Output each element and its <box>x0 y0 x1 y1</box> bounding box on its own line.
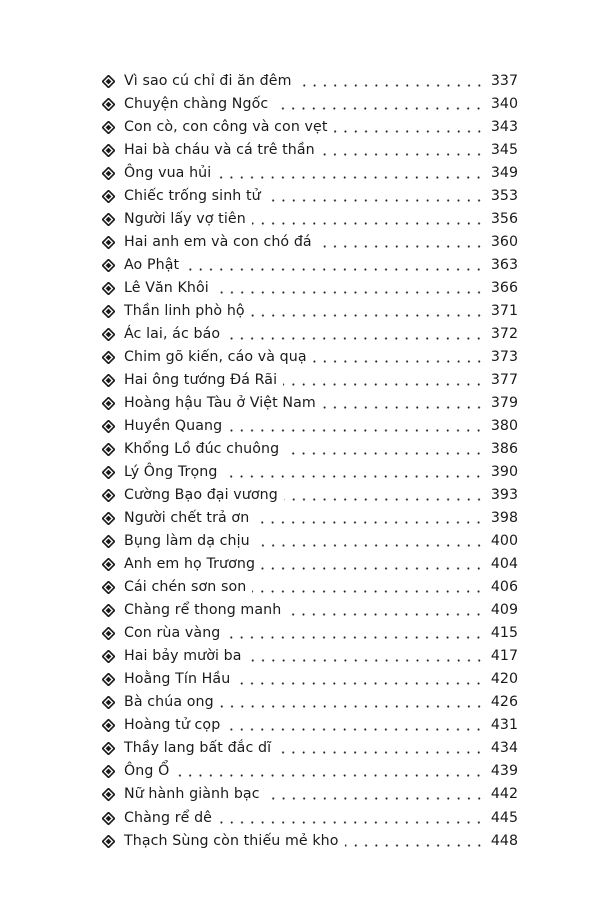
dot-leader <box>321 153 484 156</box>
toc-entry-page: 417 <box>490 648 518 665</box>
toc-entry-page: 372 <box>490 326 518 343</box>
toc-entry[interactable] <box>102 783 518 806</box>
diamond-bullet-icon <box>102 305 115 318</box>
toc-entry-title: Huyền Quang <box>124 418 223 435</box>
dot-leader <box>218 821 484 824</box>
diamond-bullet-icon <box>102 696 115 709</box>
toc-entry-page: 379 <box>490 395 518 412</box>
dot-leader <box>217 176 484 179</box>
dot-leader <box>185 268 484 271</box>
toc-entry-title: Chuyện chàng Ngốc <box>124 96 269 113</box>
diamond-bullet-icon <box>102 213 115 226</box>
toc-entry-title: Chàng rể thong manh <box>124 602 282 619</box>
toc-entry-title: Con rùa vàng <box>124 625 221 642</box>
toc-entry[interactable] <box>102 438 518 461</box>
toc-entry[interactable] <box>102 830 518 853</box>
dot-leader <box>256 544 484 547</box>
toc-entry[interactable] <box>102 484 518 507</box>
dot-leader <box>285 452 484 455</box>
toc-entry-title: Ông vua hủi <box>124 165 212 182</box>
toc-entry-title: Hai anh em và con chó đá <box>124 234 312 251</box>
toc-entry-page: 360 <box>490 234 518 251</box>
dot-leader <box>226 636 484 639</box>
diamond-bullet-icon <box>102 558 115 571</box>
toc-entry-page: 398 <box>490 510 518 527</box>
toc-entry-title: Hai bà cháu và cá trê thần <box>124 142 315 159</box>
toc-entry[interactable] <box>102 668 518 691</box>
diamond-bullet-icon <box>102 788 115 801</box>
dot-leader <box>322 406 484 409</box>
diamond-bullet-icon <box>102 144 115 157</box>
toc-entry-page: 343 <box>490 119 518 136</box>
diamond-bullet-icon <box>102 765 115 778</box>
dot-leader <box>175 774 484 777</box>
toc-entry-title: Cường Bạo đại vương <box>124 487 278 504</box>
toc-entry[interactable] <box>102 323 518 346</box>
toc-entry[interactable] <box>102 760 518 783</box>
toc-entry-title: Ao Phật <box>124 257 180 274</box>
dot-leader <box>274 107 484 110</box>
toc-entry-page: 386 <box>490 441 518 458</box>
diamond-bullet-icon <box>102 75 115 88</box>
toc-entry-page: 366 <box>490 280 518 297</box>
toc-entry-title: Anh em họ Trương <box>124 556 256 573</box>
toc-entry-page: 393 <box>490 487 518 504</box>
toc-entry[interactable] <box>102 553 518 576</box>
toc-entry-title: Ác lai, ác báo <box>124 326 221 343</box>
diamond-bullet-icon <box>102 190 115 203</box>
toc-entry[interactable] <box>102 346 518 369</box>
toc-entry[interactable] <box>102 139 518 162</box>
dot-leader <box>226 337 484 340</box>
diamond-bullet-icon <box>102 167 115 180</box>
toc-entry[interactable] <box>102 576 518 599</box>
toc-entry-page: 349 <box>490 165 518 182</box>
toc-entry[interactable] <box>102 622 518 645</box>
diamond-bullet-icon <box>102 719 115 732</box>
toc-entry-title: Chim gõ kiến, cáo và quạ <box>124 349 307 366</box>
diamond-bullet-icon <box>102 236 115 249</box>
toc-entry[interactable] <box>102 807 518 830</box>
toc-entry-page: 415 <box>490 625 518 642</box>
toc-entry-title: Hai ông tướng Đá Rãi <box>124 372 278 389</box>
toc-entry-title: Lý Ông Trọng <box>124 464 218 481</box>
dot-leader <box>226 728 484 731</box>
diamond-bullet-icon <box>102 98 115 111</box>
toc-entry-title: Nữ hành giành bạc <box>124 786 260 803</box>
toc-entry[interactable] <box>102 70 518 93</box>
toc-entry-page: 371 <box>490 303 518 320</box>
toc-entry-title: Thần linh phò hộ <box>124 303 245 320</box>
toc-entry[interactable] <box>102 116 518 139</box>
toc-entry-page: 400 <box>490 533 518 550</box>
dot-leader <box>298 84 485 87</box>
toc-entry-page: 439 <box>490 763 518 780</box>
toc-entry-title: Hoằng Tín Hầu <box>124 671 231 688</box>
toc-entry[interactable] <box>102 277 518 300</box>
diamond-bullet-icon <box>102 812 115 825</box>
toc-entry-page: 380 <box>490 418 518 435</box>
diamond-bullet-icon <box>102 489 115 502</box>
toc-entry-title: Lê Văn Khôi <box>124 280 209 297</box>
toc-entry-page: 337 <box>490 73 518 89</box>
dot-leader <box>284 498 484 501</box>
toc-entry[interactable] <box>102 645 518 668</box>
toc-entry[interactable] <box>102 507 518 530</box>
toc-entry-title: Bà chúa ong <box>124 694 214 711</box>
toc-entry[interactable] <box>102 737 518 760</box>
dot-leader <box>277 751 484 754</box>
dot-leader <box>267 199 484 202</box>
toc-entry-title: Người chết trả ơn <box>124 510 250 527</box>
diamond-bullet-icon <box>102 351 115 364</box>
toc-entry-page: 345 <box>490 142 518 159</box>
diamond-bullet-icon <box>102 443 115 456</box>
toc-entry[interactable] <box>102 392 518 415</box>
diamond-bullet-icon <box>102 420 115 433</box>
diamond-bullet-icon <box>102 535 115 548</box>
dot-leader <box>313 360 484 363</box>
dot-leader <box>236 682 484 685</box>
toc-entry[interactable] <box>102 254 518 277</box>
dot-leader <box>223 475 484 478</box>
table-of-contents <box>102 70 518 853</box>
toc-entry-title: Khổng Lồ đúc chuông <box>124 441 280 458</box>
toc-entry[interactable] <box>102 415 518 438</box>
toc-entry-page: 426 <box>490 694 518 711</box>
dot-leader <box>251 314 484 317</box>
toc-entry-page: 448 <box>490 832 518 849</box>
toc-entry-title: Chàng rể dê <box>124 809 213 826</box>
dot-leader <box>287 613 484 616</box>
toc-entry-page: 363 <box>490 257 518 274</box>
diamond-bullet-icon <box>102 374 115 387</box>
toc-entry[interactable] <box>102 231 518 254</box>
diamond-bullet-icon <box>102 466 115 479</box>
dot-leader <box>318 245 484 248</box>
toc-entry-page: 434 <box>490 740 518 757</box>
dot-leader <box>261 567 484 570</box>
toc-entry-page: 340 <box>490 96 518 113</box>
diamond-bullet-icon <box>102 627 115 640</box>
dot-leader <box>252 222 484 225</box>
toc-entry[interactable] <box>102 300 518 323</box>
toc-entry-title: Cái chén sơn son <box>124 579 247 596</box>
toc-entry[interactable] <box>102 599 518 622</box>
toc-entry-title: Vì sao cú chỉ đi ăn đêm <box>124 73 292 89</box>
toc-entry-page: 442 <box>490 786 518 803</box>
dot-leader <box>228 429 484 432</box>
toc-entry-title: Con cò, con công và con vẹt <box>124 119 328 136</box>
toc-entry-title: Hoàng hậu Tàu ở Việt Nam <box>124 395 316 412</box>
toc-entry-page: 406 <box>490 579 518 596</box>
toc-entry[interactable] <box>102 714 518 737</box>
dot-leader <box>345 844 484 847</box>
diamond-bullet-icon <box>102 742 115 755</box>
toc-entry-page: 409 <box>490 602 518 619</box>
toc-entry-page: 420 <box>490 671 518 688</box>
toc-entry-title: Chiếc trống sinh tử <box>124 188 261 205</box>
toc-entry-title: Bụng làm dạ chịu <box>124 533 250 550</box>
toc-entry[interactable] <box>102 691 518 714</box>
diamond-bullet-icon <box>102 673 115 686</box>
toc-entry-page: 377 <box>490 372 518 389</box>
toc-entry-title: Người lấy vợ tiên <box>124 211 246 228</box>
toc-entry-page: 445 <box>490 809 518 826</box>
diamond-bullet-icon <box>102 650 115 663</box>
diamond-bullet-icon <box>102 581 115 594</box>
diamond-bullet-icon <box>102 512 115 525</box>
dot-leader <box>220 705 484 708</box>
toc-entry-page: 431 <box>490 717 518 734</box>
toc-entry-title: Thầy lang bất đắc dĩ <box>124 740 272 757</box>
diamond-bullet-icon <box>102 121 115 134</box>
toc-entry-page: 404 <box>490 556 518 573</box>
toc-entry-page: 373 <box>490 349 518 366</box>
toc-entry-title: Thạch Sùng còn thiếu mẻ kho <box>124 832 339 849</box>
toc-entry[interactable] <box>102 162 518 185</box>
dot-leader <box>252 590 484 593</box>
diamond-bullet-icon <box>102 604 115 617</box>
diamond-bullet-icon <box>102 282 115 295</box>
toc-entry[interactable] <box>102 530 518 553</box>
toc-entry[interactable] <box>102 185 518 208</box>
toc-entry-page: 390 <box>490 464 518 481</box>
diamond-bullet-icon <box>102 835 115 848</box>
diamond-bullet-icon <box>102 328 115 341</box>
diamond-bullet-icon <box>102 259 115 272</box>
toc-entry[interactable] <box>102 369 518 392</box>
toc-entry-title: Ông Ổ <box>124 763 170 780</box>
dot-leader <box>215 291 484 294</box>
toc-entry[interactable] <box>102 93 518 116</box>
dot-leader <box>255 521 484 524</box>
dot-leader <box>283 383 484 386</box>
dot-leader <box>334 130 484 133</box>
toc-entry-page: 356 <box>490 211 518 228</box>
toc-entry-title: Hai bảy mười ba <box>124 648 242 665</box>
dot-leader <box>266 797 484 800</box>
toc-entry-page: 353 <box>490 188 518 205</box>
toc-entry[interactable] <box>102 461 518 484</box>
dot-leader <box>248 659 484 662</box>
toc-entry-title: Hoàng tử cọp <box>124 717 221 734</box>
toc-entry[interactable] <box>102 208 518 231</box>
diamond-bullet-icon <box>102 397 115 410</box>
